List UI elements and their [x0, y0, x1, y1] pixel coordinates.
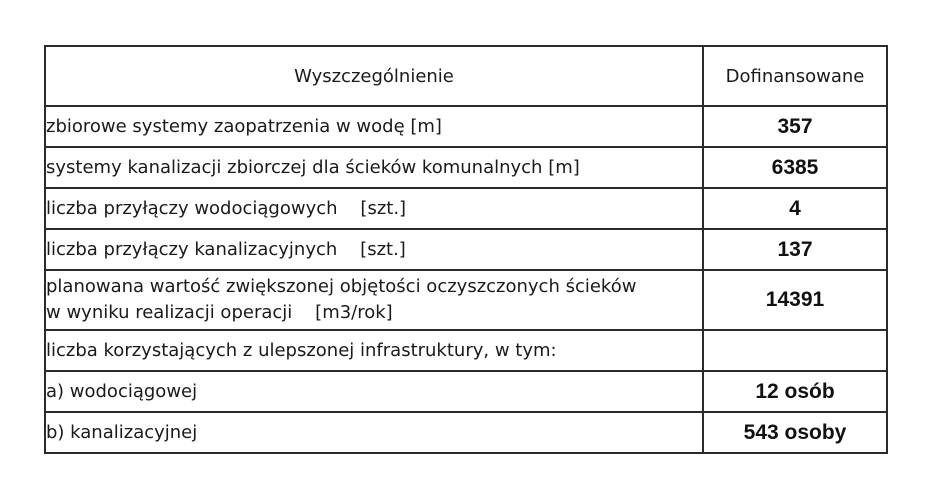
- table-row: [45, 106, 887, 147]
- row-label: b) kanalizacyjnej: [45, 412, 703, 453]
- funding-table: [44, 45, 888, 454]
- header-row: [45, 46, 887, 106]
- table-row: [45, 371, 887, 412]
- table-row: [45, 188, 887, 229]
- row-label: liczba przyłączy kanalizacyjnych [szt.]: [45, 229, 703, 270]
- row-value: 137: [703, 229, 887, 270]
- row-label: liczba przyłączy wodociągowych [szt.]: [45, 188, 703, 229]
- header-funded: Dofinansowane: [703, 46, 887, 106]
- table-row: [45, 229, 887, 270]
- row-value: 12 osób: [703, 371, 887, 412]
- row-label: a) wodociągowej: [45, 371, 703, 412]
- table-row: [45, 330, 887, 371]
- row-value: 6385: [703, 147, 887, 188]
- row-label: liczba korzystających z ulepszonej infrastruktury, w tym:: [45, 330, 703, 371]
- row-value: 357: [703, 106, 887, 147]
- row-value: 4: [703, 188, 887, 229]
- table-row: [45, 147, 887, 188]
- row-label-line: planowana wartość zwiększonej objętości oczyszczonych ścieków: [46, 276, 637, 297]
- row-label: [45, 270, 703, 330]
- table-row: [45, 270, 887, 330]
- row-label: zbiorowe systemy zaopatrzenia w wodę [m]: [45, 106, 703, 147]
- row-value: 14391: [703, 270, 887, 330]
- row-label: systemy kanalizacji zbiorczej dla ścieków komunalnych [m]: [45, 147, 703, 188]
- header-specification: Wyszczególnienie: [45, 46, 703, 106]
- row-label-line: w wyniku realizacji operacji [m3/rok]: [46, 302, 393, 323]
- row-value: [703, 330, 887, 371]
- table-row: [45, 412, 887, 453]
- row-value: 543 osoby: [703, 412, 887, 453]
